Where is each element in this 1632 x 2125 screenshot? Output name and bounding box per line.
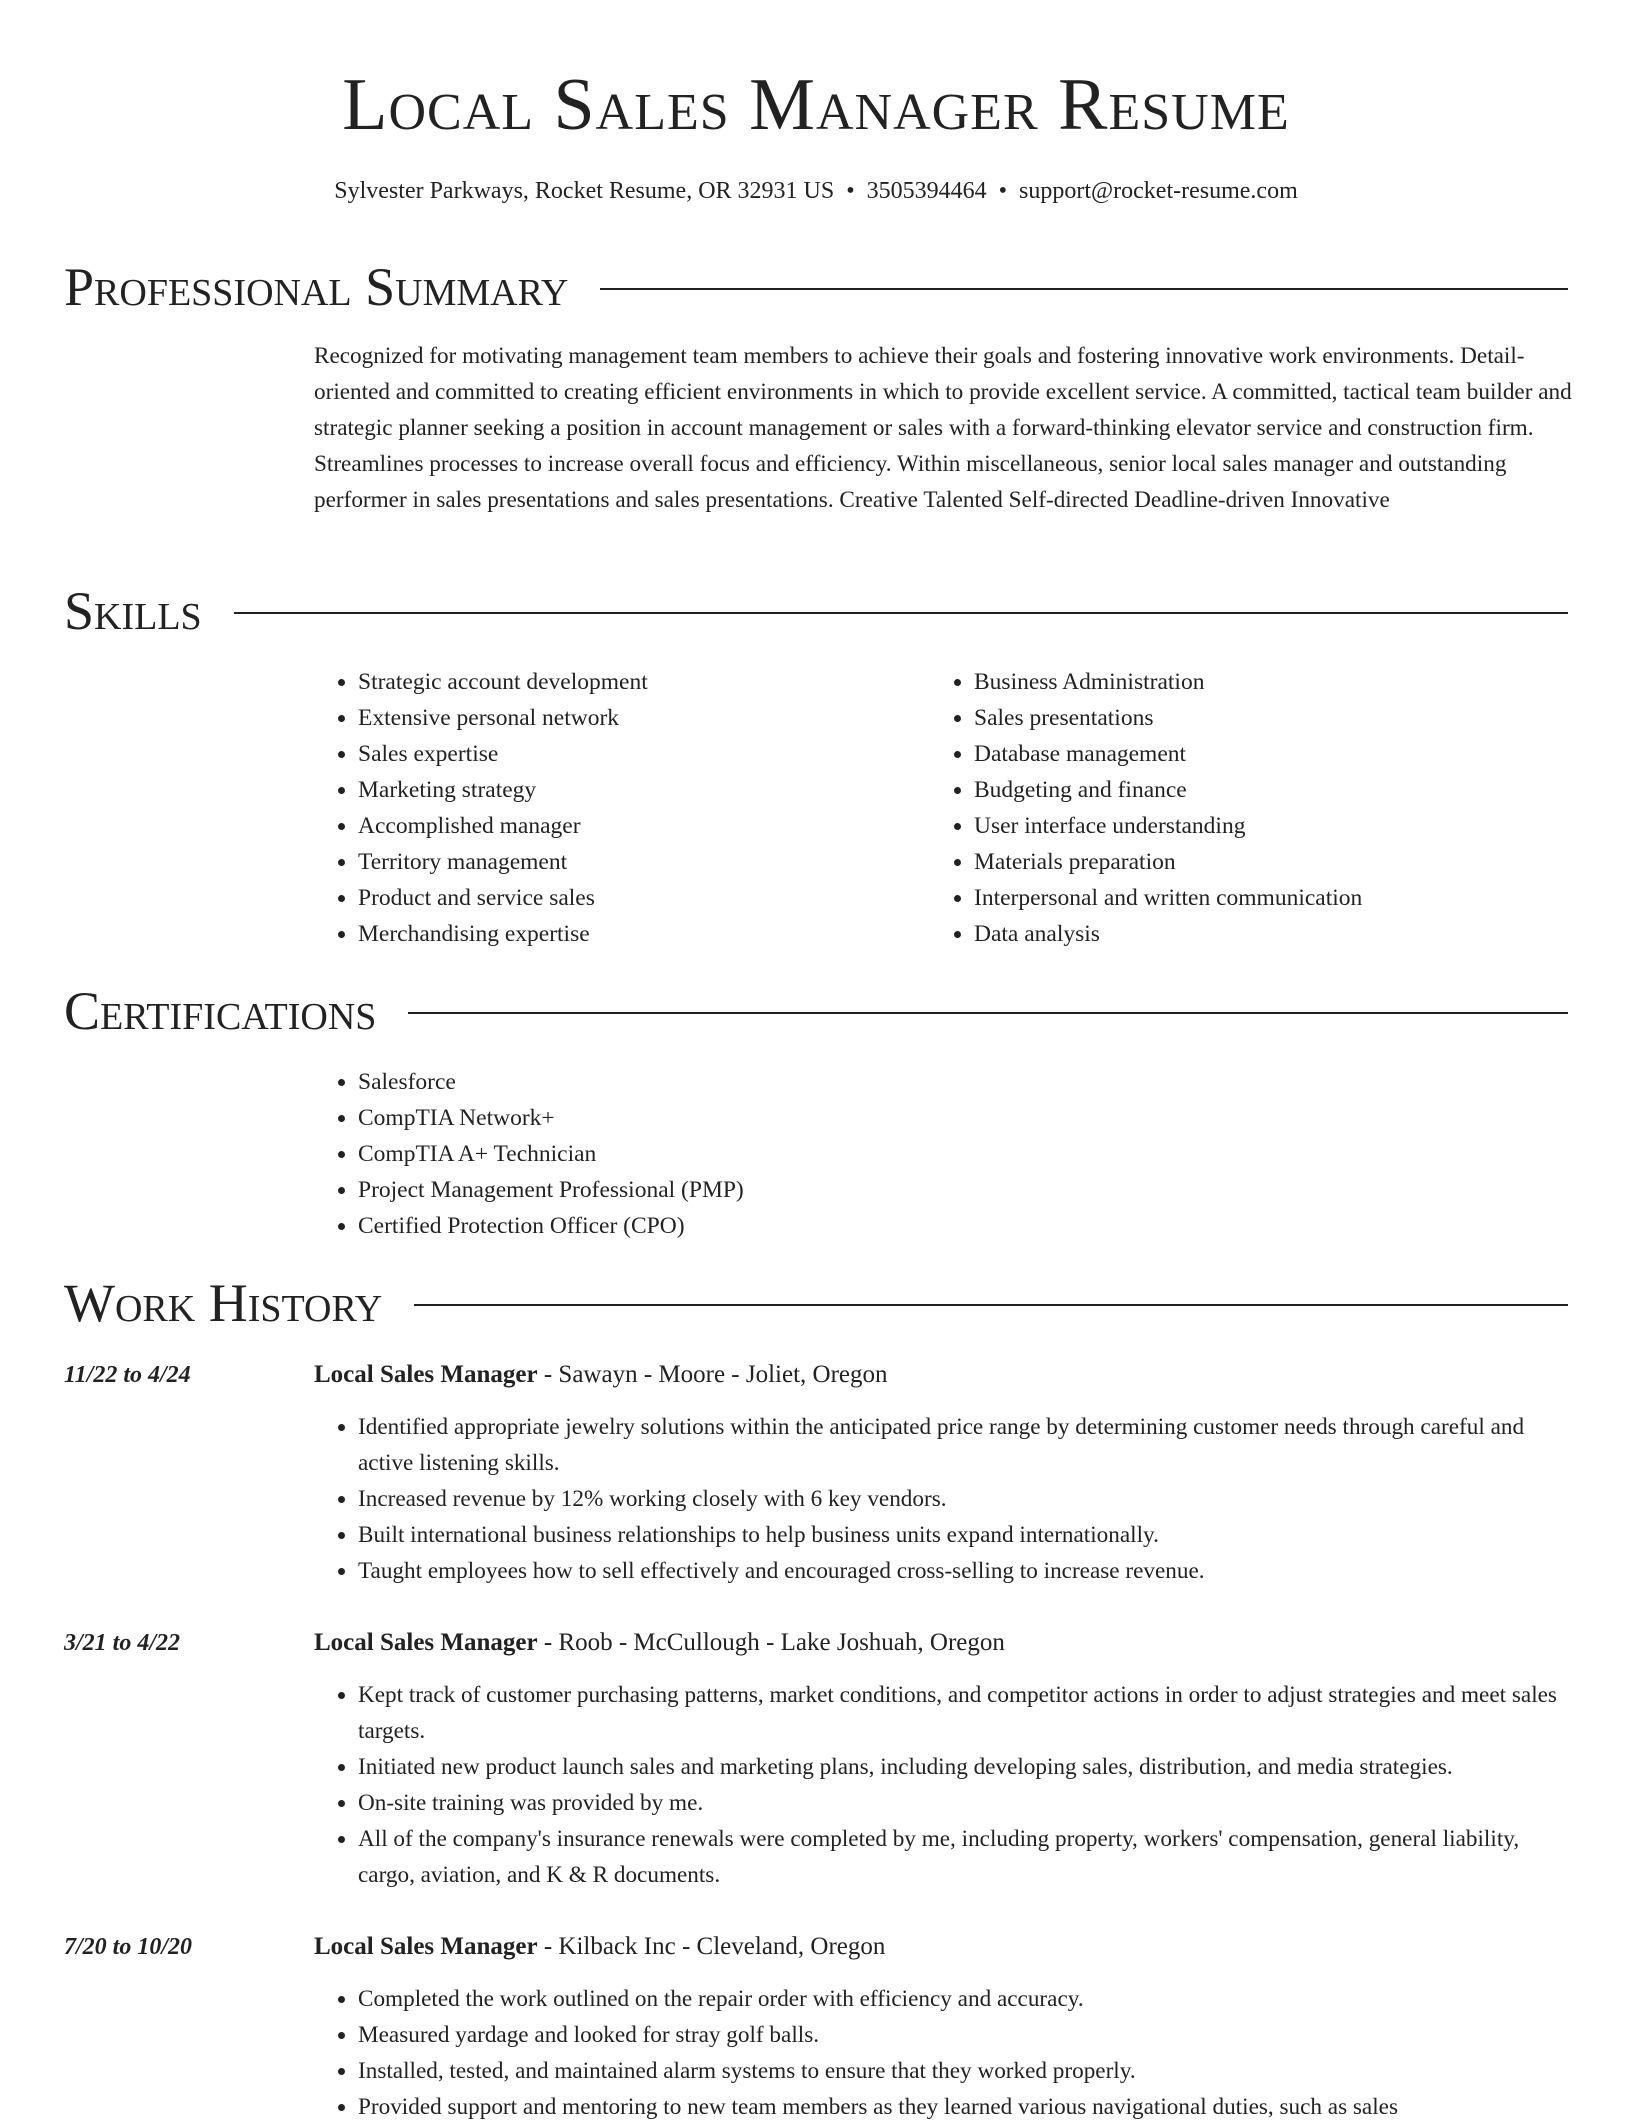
list-item: • CompTIA A+ Technician — [358, 1136, 1314, 1172]
skills-column-left — [314, 664, 914, 952]
section-heading-certifications — [64, 978, 1568, 1044]
job-duties — [314, 1677, 1564, 1893]
list-item: • Sales expertise — [358, 736, 914, 772]
list-item: • Kept track of customer purchasing patterns, market conditions, and competitor actions in order to adjust strategies and meet sales targets. — [358, 1677, 1564, 1749]
job-employer: - Roob - McCullough - Lake Joshuah, Oregon — [537, 1629, 1005, 1656]
list-item: • Marketing strategy — [358, 772, 914, 808]
job-dates: 7/20 to 10/20 — [64, 1934, 193, 1960]
list-item: • Identified appropriate jewelry solutions within the anticipated price range by determining customer needs through careful and active listening skills. — [358, 1409, 1564, 1481]
section-divider — [234, 612, 1568, 614]
skills-list-right — [930, 664, 1530, 952]
section-heading-skills — [64, 578, 1568, 644]
list-item: • Salesforce — [358, 1064, 1314, 1100]
duties-list — [314, 1409, 1564, 1589]
list-item: • Provided support and mentoring to new team members as they learned various navigational duties, such as sales — [358, 2089, 1564, 2125]
contact-phone: 3505394464 — [866, 178, 987, 204]
list-item: • Taught employees how to sell effectively and encouraged cross-selling to increase revenue. — [358, 1553, 1564, 1589]
list-item: • Increased revenue by 12% working closely with 6 key vendors. — [358, 1481, 1564, 1517]
list-item: • Budgeting and finance — [974, 772, 1530, 808]
resume-title: Local Sales Manager Resume — [342, 64, 1290, 146]
list-item: • Extensive personal network — [358, 700, 914, 736]
certifications-block — [314, 1064, 1314, 1244]
list-item: • Database management — [974, 736, 1530, 772]
list-item: • User interface understanding — [974, 808, 1530, 844]
contact-line — [0, 175, 1632, 207]
list-item: • Measured yardage and looked for stray golf balls. — [358, 2017, 1564, 2053]
list-item: • Sales presentations — [974, 700, 1530, 736]
section-divider — [600, 288, 1568, 290]
contact-separator: • — [998, 178, 1008, 204]
duties-list — [314, 1677, 1564, 1893]
job-duties — [314, 1409, 1564, 1589]
job-role: Local Sales Manager — [314, 1361, 538, 1388]
job-title-line — [314, 1625, 1568, 1661]
list-item: • Certified Protection Officer (CPO) — [358, 1208, 1314, 1244]
job-dates: 3/21 to 4/22 — [64, 1630, 181, 1656]
list-item: • Business Administration — [974, 664, 1530, 700]
skills-column-right — [930, 664, 1530, 952]
job-employer: - Kilback Inc - Cleveland, Oregon — [537, 1933, 886, 1960]
contact-address: Sylvester Parkways, Rocket Resume, OR 32931 US — [334, 178, 835, 204]
list-item: • Territory management — [358, 844, 914, 880]
list-item: • Initiated new product launch sales and marketing plans, including developing sales, distribution, and media strategies. — [358, 1749, 1564, 1785]
job-title-line — [314, 1929, 1568, 1965]
section-title: Professional Summary — [64, 257, 569, 317]
list-item: • On-site training was provided by me. — [358, 1785, 1564, 1821]
skills-list-left — [314, 664, 914, 952]
duties-list — [314, 1981, 1564, 2125]
list-item: • Materials preparation — [974, 844, 1530, 880]
section-divider — [414, 1304, 1568, 1306]
list-item: • Interpersonal and written communication — [974, 880, 1530, 916]
list-item: • CompTIA Network+ — [358, 1100, 1314, 1136]
section-title: Work History — [64, 1273, 383, 1333]
job-dates: 11/22 to 4/24 — [64, 1362, 191, 1388]
contact-separator: • — [846, 178, 855, 204]
section-heading-work-history — [64, 1270, 1568, 1336]
summary-text: Recognized for motivating management team members to achieve their goals and fostering innovative work environments. Detail-oriented and committed to creating efficient environments in which to provide excellent service. A committed, tactical team builder and strategic planner seeking a position in account management or sales with a forward-thinking elevator service and construction firm. Streamlines processes to increase overall focus and efficiency. Within miscellaneous, senior local sales manager and outstanding performer in sales presentations and sales presentations. Creative Talented Self-directed Deadline-driven Innovative — [314, 343, 1572, 513]
section-title: Skills — [64, 581, 202, 641]
certifications-list — [314, 1064, 1314, 1244]
job-title-line — [314, 1357, 1568, 1393]
contact-email: support@rocket-resume.com — [1019, 178, 1298, 204]
job-role: Local Sales Manager — [314, 1629, 538, 1656]
list-item: • Merchandising expertise — [358, 916, 914, 952]
section-divider — [408, 1012, 1568, 1014]
list-item: • Data analysis — [974, 916, 1530, 952]
job-employer: - Sawayn - Moore - Joliet, Oregon — [537, 1361, 888, 1388]
section-title: Certifications — [64, 981, 377, 1041]
list-item: • Completed the work outlined on the repair order with efficiency and accuracy. — [358, 1981, 1564, 2017]
job-duties — [314, 1981, 1564, 2125]
list-item: • Built international business relationships to help business units expand internationally. — [358, 1517, 1564, 1553]
list-item: • All of the company's insurance renewals were completed by me, including property, workers' compensation, general liability, cargo, aviation, and K & R documents. — [358, 1821, 1564, 1893]
list-item: • Product and service sales — [358, 880, 914, 916]
list-item: • Strategic account development — [358, 664, 914, 700]
section-heading-summary — [64, 254, 1568, 320]
list-item: • Project Management Professional (PMP) — [358, 1172, 1314, 1208]
job-role: Local Sales Manager — [314, 1933, 538, 1960]
list-item: • Installed, tested, and maintained alarm systems to ensure that they worked properly. — [358, 2053, 1564, 2089]
list-item: • Accomplished manager — [358, 808, 914, 844]
